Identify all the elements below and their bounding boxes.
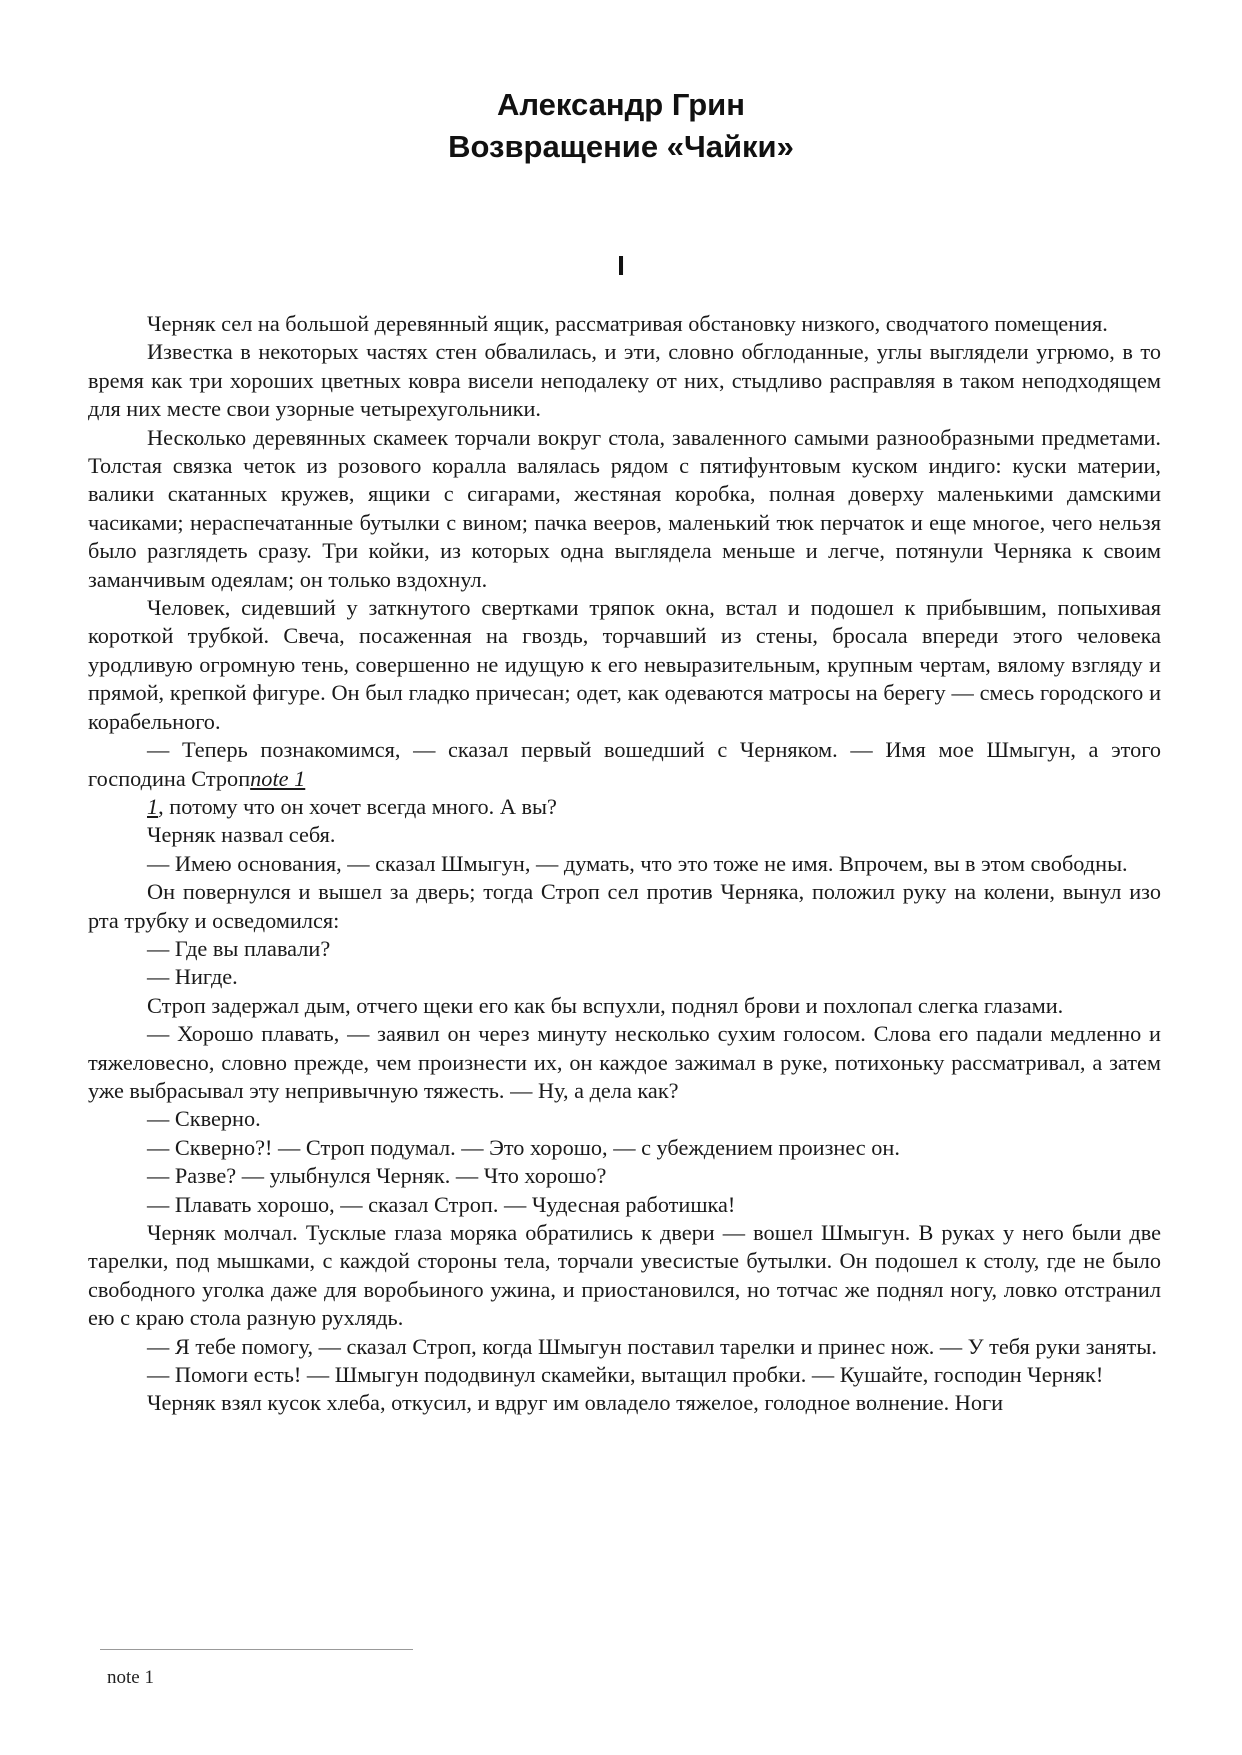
author-name: Александр Грин	[497, 87, 745, 122]
paragraph: Человек, сидевший у заткнутого свертками тряпок окна, встал и подошел к прибывшим, попыхивая короткой трубкой. Свеча, посаженная на гвоздь, торчавший из стены, бросала впереди этого человека уродливую огромную тень, совершенно не идущую к его невыразительным, крупным чертам, вялому взгляду и прямой, крепкой фигуре. Он был гладко причесан; одет, как одеваются матросы на берегу — смесь городского и корабельного.	[88, 595, 1161, 734]
paragraph: Строп задержал дым, отчего щеки его как бы вспухли, поднял брови и похлопал слегка глазами.	[147, 992, 1064, 1018]
paragraph-text: , потому что он хочет всегда много. А вы?	[158, 793, 557, 819]
footnote-number-link[interactable]: 1	[147, 793, 159, 819]
book-title: Возвращение «Чайки»	[448, 129, 794, 164]
paragraph: — Нигде.	[147, 964, 238, 990]
chapter-number: I	[617, 250, 625, 281]
paragraph: — Плавать хорошо, — сказал Строп. — Чудесная работишка!	[147, 1191, 736, 1217]
paragraph-text: — Теперь познакомимся, — сказал первый вошедший с Черняком. — Имя мое Шмыгун, а этого господина Строп	[88, 737, 1161, 791]
paragraph: Черняк сел на большой деревянный ящик, рассматривая обстановку низкого, сводчатого помещения.	[147, 311, 1108, 336]
footnote-link[interactable]: note 1	[250, 765, 306, 791]
paragraph: — Скверно?! — Строп подумал. — Это хорошо, — с убеждением произнес он.	[147, 1134, 900, 1160]
paragraph: Черняк назвал себя.	[147, 822, 336, 848]
paragraph: — Где вы плавали?	[147, 935, 331, 961]
paragraph: Известка в некоторых частях стен обвалилась, и эти, словно обглоданные, углы выглядели угрюмо, в то время как три хороших цветных ковра висели неподалеку от них, стыдливо расправляя в таком неподходящем для них месте свои узорные четырехугольники.	[88, 339, 1161, 422]
paragraph: Он повернулся и вышел за дверь; тогда Строп сел против Черняка, положил руку на колени, вынул изо рта трубку и осведомился:	[88, 879, 1161, 933]
paragraph: — Скверно.	[147, 1106, 261, 1132]
paragraph: Несколько деревянных скамеек торчали вокруг стола, заваленного самыми разнообразными предметами. Толстая связка четок из розового коралла валялась рядом с пятифунтовым куском индиго: куски материи, валики скатанных кружев, ящики с сигарами, жестяная коробка, полная доверху маленькими дамскими часиками; нераспечатанные бутылки с вином; пачка вееров, маленький тюк перчаток и еще многое, чего нельзя было разглядеть сразу. Три койки, из которых одна выглядела меньше и легче, потянули Черняка к своим заманчивым одеялам; он только вздохнул.	[88, 424, 1161, 592]
body-text	[88, 310, 1161, 1418]
paragraph: Черняк взял кусок хлеба, откусил, и вдруг им овладело тяжелое, голодное волнение. Ноги	[147, 1390, 1004, 1416]
paragraph: — Хорошо плавать, — заявил он через минуту несколько сухим голосом. Слова его падали медленно и тяжеловесно, словно прежде, чем произнести их, он каждое зажимал в руке, потихоньку рассматривал, а затем уже выбрасывал эту непривычную тяжесть. — Ну, а дела как?	[88, 1021, 1161, 1103]
paragraph	[88, 736, 1161, 793]
paragraph: — Разве? — улыбнулся Черняк. — Что хорошо?	[147, 1163, 607, 1189]
paragraph: — Имею основания, — сказал Шмыгун, — думать, что это тоже не имя. Впрочем, вы в этом свободны.	[147, 850, 1128, 876]
footnote-label: note 1	[107, 1667, 154, 1688]
paragraph: — Я тебе помогу, — сказал Строп, когда Шмыгун поставил тарелки и принес нож. — У тебя руки заняты.	[147, 1333, 1157, 1359]
paragraph: Черняк молчал. Тусклые глаза моряка обратились к двери — вошел Шмыгун. В руках у него были две тарелки, под мышками, с каждой стороны тела, торчали увесистые бутылки. Он подошел к столу, где не было свободного уголка даже для воробьиного ужина, и приостановился, но тотчас же поднял ногу, ловко отстранил ею с краю стола разную рухлядь.	[88, 1220, 1161, 1331]
footnote-divider	[100, 1649, 413, 1650]
paragraph	[88, 793, 1161, 821]
paragraph: — Помоги есть! — Шмыгун пододвинул скамейки, вытащил пробки. — Кушайте, господин Черняк!	[147, 1362, 1104, 1388]
